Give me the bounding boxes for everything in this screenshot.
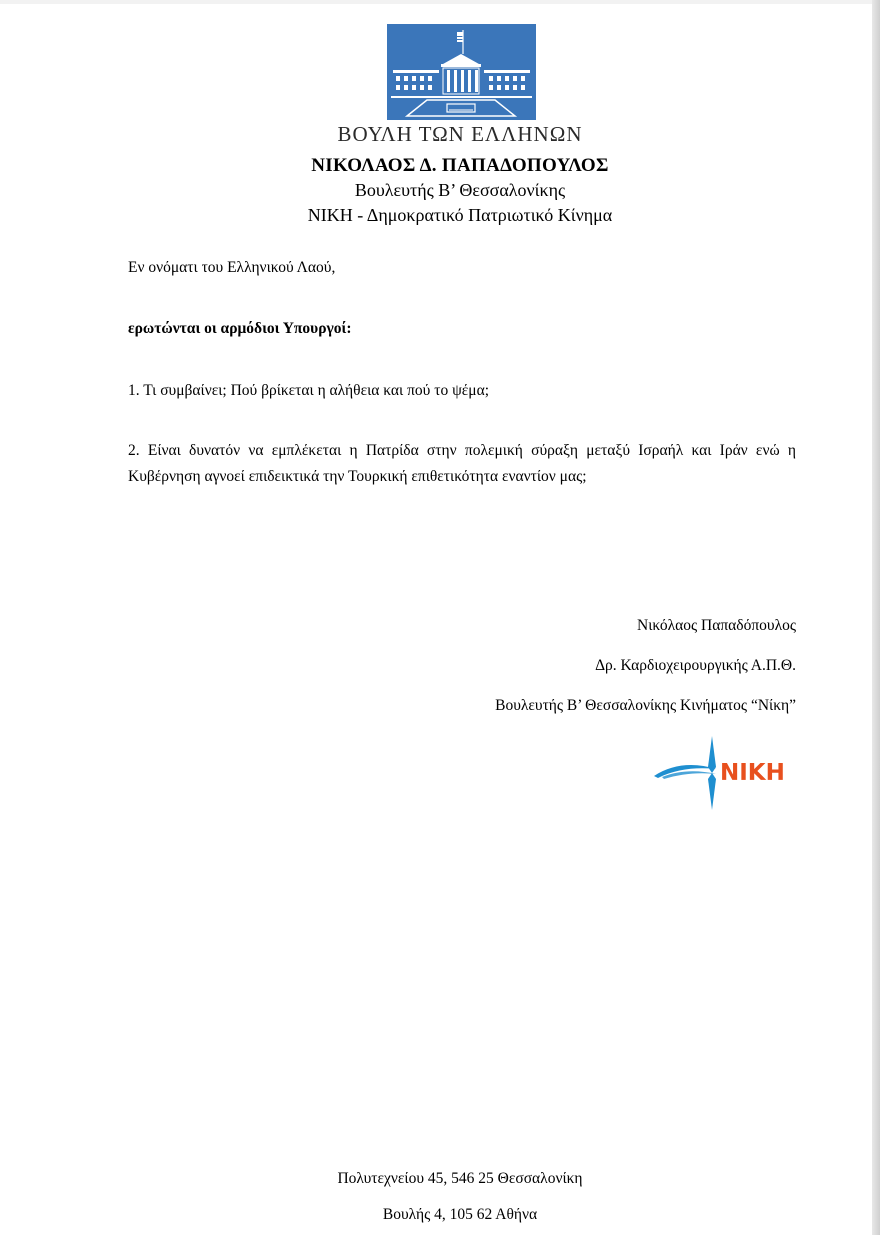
question-2: 2. Είναι δυνατόν να εμπλέκεται η Πατρίδα στην πολεμική σύραξη μεταξύ Ισραήλ και Ιράν ενώ η Κυβέρνηση αγνοεί επιδεικτικά την Τουρκική επιθετικότητα εναντίον μας;: [128, 442, 796, 485]
signature-title: Δρ. Καρδιοχειρουργικής Α.Π.Θ.: [595, 657, 796, 674]
signature-role: Βουλευτής Β’ Θεσσαλονίκης Κινήματος “Νίκη”: [495, 697, 796, 714]
addressees: ερωτώνται οι αρμόδιοι Υπουργοί:: [128, 320, 352, 337]
niki-party-logo: [652, 736, 800, 810]
party-name: ΝΙΚΗ - Δημοκρατικό Πατριωτικό Κίνημα: [307, 205, 613, 225]
parliament-building-icon: [387, 24, 536, 120]
question-1: 1. Τι συμβαίνει; Πού βρίκεται η αλήθεια και πού το ψέμα;: [128, 382, 490, 399]
mp-name: ΝΙΚΟΛΑΟΣ Δ. ΠΑΠΑΔΟΠΟΥΛΟΣ: [311, 155, 609, 176]
signature-name: Νικόλαος Παπαδόπουλος: [637, 617, 796, 634]
page-top-edge: [0, 0, 872, 4]
mp-role: Βουλευτής Β’ Θεσσαλονίκης: [354, 180, 566, 200]
address-athens: Βουλής 4, 105 62 Αθήνα: [382, 1206, 538, 1223]
niki-logo-text: ΝΙΚΗ: [720, 760, 785, 786]
address-thessaloniki: Πολυτεχνείου 45, 546 25 Θεσσαλονίκη: [337, 1170, 583, 1187]
parliament-name: ΒΟΥΛΗ ΤΩΝ ΕΛΛΗΝΩΝ: [337, 122, 583, 146]
salutation: Εν ονόματι του Ελληνικού Λαού,: [128, 259, 336, 276]
